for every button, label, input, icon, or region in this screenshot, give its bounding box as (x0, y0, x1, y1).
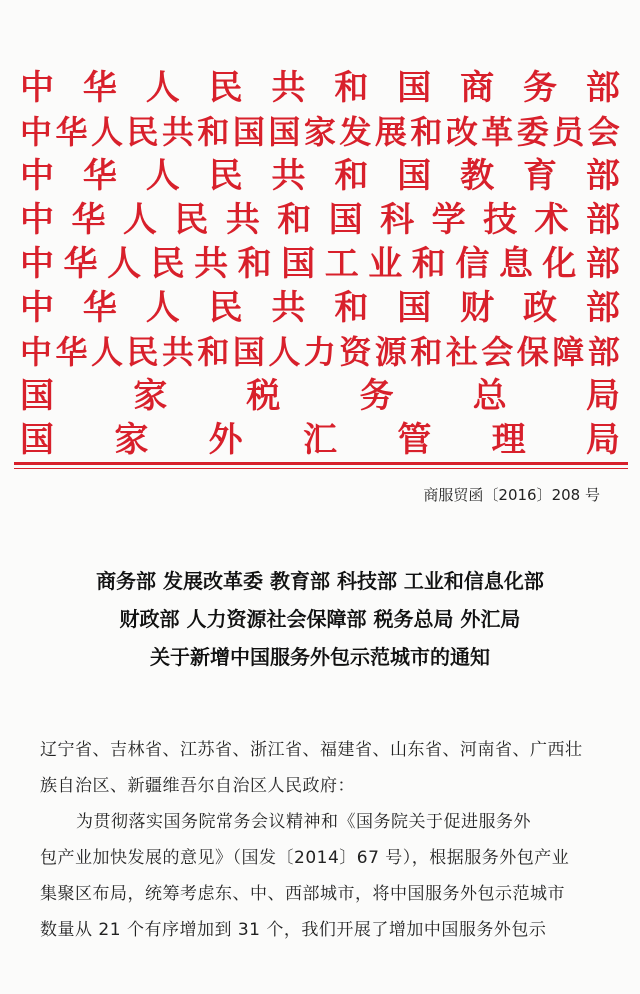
agency-char: 民 (126, 113, 159, 151)
agency-char: 务 (523, 68, 557, 108)
agency-char: 信 (455, 244, 490, 284)
agency-char: 国 (281, 244, 316, 284)
agency-char: 会 (481, 333, 514, 371)
agency-char: 障 (552, 333, 585, 371)
agency-char: 科 (380, 200, 415, 240)
document-number: 商服贸函〔2016〕208 号 (423, 486, 600, 504)
agency-char: 家 (133, 376, 168, 416)
agency-char: 发 (339, 113, 372, 151)
agency-char: 保 (516, 333, 549, 371)
issuing-agencies-header (20, 66, 620, 462)
title-line-2: 财政部 人力资源社会保障部 税务总局 外汇局 (119, 607, 521, 631)
agency-char: 中 (20, 200, 54, 240)
agency-char: 人 (145, 156, 180, 196)
agency-char: 员 (552, 113, 585, 151)
agency-char: 外 (208, 420, 243, 460)
agency-char: 人 (107, 244, 142, 284)
agency-char: 商 (460, 68, 495, 108)
agency-char: 民 (208, 288, 243, 328)
agency-line-8 (20, 374, 620, 418)
red-divider-thin (14, 468, 628, 469)
agency-char: 中 (20, 333, 53, 371)
agency-char: 国 (268, 113, 301, 151)
agency-char: 中 (20, 288, 54, 328)
agency-char: 术 (534, 200, 569, 240)
agency-char: 和 (197, 333, 230, 371)
agency-char: 和 (237, 244, 272, 284)
agency-char: 革 (481, 113, 514, 151)
agency-char: 部 (587, 333, 620, 371)
agency-char: 家 (303, 113, 336, 151)
agency-char: 国 (397, 288, 432, 328)
agency-line-3 (20, 154, 620, 198)
agency-char: 理 (491, 420, 526, 460)
agency-char: 共 (161, 113, 194, 151)
agency-char: 局 (585, 376, 620, 416)
agency-char: 华 (82, 156, 117, 196)
agency-char: 华 (82, 288, 117, 328)
agency-char: 国 (397, 156, 432, 196)
agency-char: 委 (516, 113, 549, 151)
agency-char: 共 (194, 244, 229, 284)
title-line-1: 商务部 发展改革委 教育部 科技部 工业和信息化部 (96, 569, 544, 593)
agency-char: 共 (271, 68, 306, 108)
agency-char: 共 (271, 288, 306, 328)
agency-char: 改 (445, 113, 478, 151)
agency-line-7 (20, 330, 620, 374)
agency-char: 育 (523, 156, 557, 196)
agency-char: 业 (368, 244, 403, 284)
agency-char: 和 (410, 113, 443, 151)
agency-char: 社 (445, 333, 478, 371)
agency-char: 中 (20, 68, 54, 108)
agency-char: 人 (122, 200, 157, 240)
agency-char: 和 (334, 156, 369, 196)
agency-char: 学 (431, 200, 466, 240)
agency-char: 和 (197, 113, 230, 151)
agency-char: 财 (460, 288, 495, 328)
body-line-4: 数量从 21 个有序增加到 31 个，我们开展了增加中国服务外包示 (40, 920, 547, 940)
agency-char: 力 (303, 333, 336, 371)
agency-char: 共 (225, 200, 260, 240)
agency-char: 部 (585, 68, 620, 108)
agency-line-1 (20, 66, 620, 110)
agency-char: 息 (498, 244, 533, 284)
agency-char: 展 (374, 113, 407, 151)
agency-line-4 (20, 198, 620, 242)
agency-char: 国 (232, 113, 265, 151)
agency-char: 华 (63, 244, 98, 284)
agency-char: 和 (410, 333, 443, 371)
agency-char: 民 (150, 244, 185, 284)
agency-char: 国 (20, 376, 54, 416)
agency-char: 部 (585, 244, 620, 284)
agency-char: 政 (523, 288, 557, 328)
agency-char: 部 (585, 156, 620, 196)
agency-char: 管 (397, 420, 432, 460)
agency-char: 共 (271, 156, 306, 196)
agency-char: 民 (126, 333, 159, 371)
agency-char: 国 (397, 68, 432, 108)
agency-char: 工 (324, 244, 359, 284)
agency-line-5 (20, 242, 620, 286)
agency-char: 源 (374, 333, 407, 371)
agency-char: 和 (334, 68, 369, 108)
agency-char: 民 (174, 200, 209, 240)
agency-char: 国 (232, 333, 265, 371)
agency-char: 中 (20, 244, 54, 284)
body-line-2: 包产业加快发展的意见》（国发〔2014〕67 号），根据服务外包产业 (40, 848, 570, 868)
title-line-3: 关于新增中国服务外包示范城市的通知 (150, 645, 490, 669)
agency-char: 税 (246, 376, 281, 416)
agency-char: 务 (359, 376, 394, 416)
agency-char: 化 (542, 244, 577, 284)
agency-char: 华 (71, 200, 106, 240)
agency-char: 人 (145, 288, 180, 328)
agency-char: 局 (585, 420, 620, 460)
agency-char: 和 (277, 200, 312, 240)
agency-char: 总 (472, 376, 507, 416)
agency-char: 部 (585, 288, 620, 328)
agency-char: 技 (483, 200, 518, 240)
red-divider-thick (14, 462, 628, 465)
agency-char: 和 (411, 244, 446, 284)
agency-char: 会 (587, 113, 620, 151)
agency-char: 教 (460, 156, 495, 196)
agency-line-2 (20, 110, 620, 154)
agency-char: 人 (145, 68, 180, 108)
agency-char: 资 (339, 333, 372, 371)
document-body (40, 732, 612, 948)
agency-char: 国 (20, 420, 54, 460)
addressee-line-2: 族自治区、新疆维吾尔自治区人民政府： (40, 776, 355, 796)
agency-char: 华 (82, 68, 117, 108)
agency-char: 国 (328, 200, 363, 240)
agency-line-9 (20, 418, 620, 462)
agency-char: 人 (268, 333, 301, 371)
agency-char: 人 (90, 333, 123, 371)
agency-char: 部 (585, 200, 620, 240)
body-line-1: 为贯彻落实国务院常务会议精神和《国务院关于促进服务外 (76, 812, 531, 832)
body-line-3: 集聚区布局，统筹考虑东、中、西部城市，将中国服务外包示范城市 (40, 884, 565, 904)
agency-char: 华 (55, 113, 88, 151)
agency-char: 华 (55, 333, 88, 371)
agency-char: 汇 (302, 420, 337, 460)
agency-char: 家 (114, 420, 149, 460)
document-title (0, 562, 640, 676)
agency-char: 人 (90, 113, 123, 151)
agency-char: 民 (208, 68, 243, 108)
addressee-line-1: 辽宁省、吉林省、江苏省、浙江省、福建省、山东省、河南省、广西壮 (40, 740, 583, 760)
agency-char: 中 (20, 113, 53, 151)
agency-char: 和 (334, 288, 369, 328)
agency-char: 共 (161, 333, 194, 371)
agency-line-6 (20, 286, 620, 330)
agency-char: 中 (20, 156, 54, 196)
agency-char: 民 (208, 156, 243, 196)
